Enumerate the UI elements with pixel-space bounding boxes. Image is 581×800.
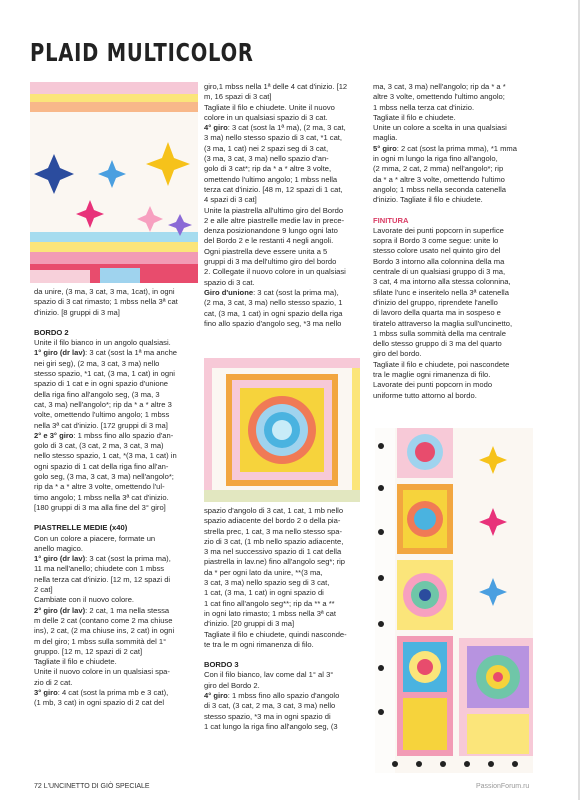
step-text: m delle 2 cat (contano come 2 ma chiuse	[34, 615, 173, 625]
text-column-3	[373, 82, 541, 401]
text-line	[373, 226, 541, 236]
step-text: 1 mbss sulla sommità della ma centrale	[373, 328, 506, 338]
step-text: Unite il nuovo colore in un qualsiasi spa-	[34, 667, 170, 677]
step-text: [180 gruppi di 3 ma alla fine del 3° giro]	[34, 502, 166, 512]
text-line	[373, 277, 541, 287]
step-text: : 1 mbss fino allo spazio d'angolo	[227, 691, 340, 701]
step-text: stesso spazio, *3 ma in ogni spazio di	[204, 711, 331, 721]
text-line	[373, 123, 541, 133]
text-line	[373, 185, 541, 195]
step-label: 1° giro (dr lav)	[34, 348, 86, 358]
step-text: terza cat d'inizio. [48 m, 12 spazi di 1 cat,	[204, 184, 343, 194]
step-text: di lavoro della quarta ma in sospeso e	[373, 308, 501, 318]
step-text: golo di 3 cat, (3 cat, 2 ma, 3 cat, 3 ma)	[34, 441, 164, 451]
step-text: (3 ma, 1 cat) nei 2 spazi seg di 3 cat,	[204, 143, 329, 153]
text-line	[373, 391, 541, 401]
step-text: timo angolo; 1 mbss nella 3ª cat d'inizio.	[34, 492, 169, 502]
page-title: PLAID MULTICOLOR	[30, 38, 254, 67]
text-line	[34, 534, 202, 544]
step-label: 4° giro	[204, 123, 228, 133]
step-text: angolo; 1 mbss nella seconda catenella	[373, 184, 506, 194]
text-line	[34, 626, 202, 636]
text-line	[373, 195, 541, 205]
step-text: stesso spazio, *1 cat, (3 ma, 1 cat) in ogni	[34, 369, 175, 379]
step-text: d'inizio. [20 gruppi di 3 ma]	[204, 619, 295, 629]
step-text: Ogni piastrella deve essere unita a 5	[204, 246, 328, 256]
blanket-photo-edge	[375, 428, 533, 773]
text-line	[34, 606, 202, 616]
step-text: zio di 2 cat.	[34, 677, 73, 687]
text-line	[34, 410, 202, 420]
text-line	[373, 144, 541, 154]
text-line	[34, 421, 202, 431]
step-text: in ogni m lungo la riga fino all'angolo,	[373, 154, 498, 164]
text-line	[34, 482, 202, 492]
text-line	[204, 630, 372, 640]
text-line	[204, 164, 372, 174]
text-line	[204, 319, 372, 329]
step-text: FINITURA	[373, 215, 409, 225]
step-text: Bordo 3 intorno alla colonnina della ma	[373, 256, 505, 266]
text-line	[204, 92, 372, 102]
text-line	[373, 175, 541, 185]
text-line	[204, 103, 372, 113]
step-text: tra le maglie ogni rimanenza di filo.	[373, 370, 491, 380]
step-text: dello stesso gruppo di 3 ma del quarto	[373, 339, 502, 349]
text-line	[204, 82, 372, 92]
text-line	[373, 154, 541, 164]
step-text: sopra il Bordo 3 come segue: unite lo	[373, 236, 499, 246]
step-text: nella terza cat d'inizio. [12 m, 12 spazi di	[34, 574, 171, 584]
spacer	[34, 513, 202, 523]
step-text: rip da * a * altre 3 volte, omettendo l'ul-	[34, 482, 165, 492]
step-text: strella prec, 1 cat, 3 ma nello stesso spa-	[204, 526, 343, 536]
page-edge	[578, 0, 580, 800]
step-text: nella 3ª cat d'inizio. [172 gruppi di 3 ma]	[34, 420, 168, 430]
step-text: Tagliate il filo e chiudete, poi nascondete	[373, 359, 510, 369]
text-line	[34, 297, 202, 307]
text-line	[373, 257, 541, 267]
step-text: 3 ma nel successivo spazio di 1 cat della	[204, 547, 342, 557]
step-text: anello magico.	[34, 543, 83, 553]
step-text: uniforme tutto attorno al bordo.	[373, 390, 477, 400]
step-text: spazio di 3 cat rimasto; 1 mbss nella 3ª cat	[34, 297, 178, 307]
step-text: d'inizio. Tagliate il filo e chiudete.	[373, 195, 483, 205]
blanket-photo-top	[30, 82, 198, 283]
step-text: spazio di 1 cat e in ogni spazio d'unione	[34, 379, 169, 389]
step-text: 2. Collegate il nuovo colore in un qualsiasi	[204, 267, 346, 277]
text-line	[204, 195, 372, 205]
step-text: (1 mb, 3 cat) in ogni spazio di 2 cat del	[34, 698, 165, 708]
text-line	[373, 267, 541, 277]
text-line	[34, 451, 202, 461]
step-label: 4° giro	[204, 691, 228, 701]
text-line	[373, 319, 541, 329]
step-text: 3 ma) nello stesso spazio di 3 cat, *1 cat,	[204, 133, 343, 143]
text-line	[204, 609, 372, 619]
text-line	[204, 113, 372, 123]
step-label: Giro d'unione	[204, 287, 254, 297]
step-text: di 3 cat, (3 cat, 2 ma, 3 cat, 3 ma) nello	[204, 701, 336, 711]
text-line	[34, 595, 202, 605]
text-line	[34, 523, 202, 533]
granny-square-photo	[204, 358, 360, 502]
text-line	[204, 309, 372, 319]
text-line	[34, 400, 202, 410]
step-text: 1 mbss nella terza cat d'inizio.	[373, 102, 475, 112]
text-line	[204, 236, 372, 246]
step-text: giro,1 mbss nella 1ª delle 4 cat d'inizio. [12	[204, 82, 348, 91]
text-line	[204, 588, 372, 598]
step-text: (2 ma, 3 cat, 3 ma) nello stesso spazio, 1	[204, 298, 343, 308]
text-line	[34, 493, 202, 503]
step-text: : 3 cat (sost la 1ª ma anche	[85, 348, 178, 358]
step-text: gruppi di 3 ma dell'ultimo giro del bordo	[204, 257, 337, 267]
step-label: 5° giro	[373, 143, 397, 153]
spacer	[204, 650, 372, 660]
step-text: ogni spazio di 1 cat della riga fino all'an-	[34, 461, 169, 471]
text-line	[204, 568, 372, 578]
text-line	[204, 206, 372, 216]
step-text: : 1 mbss fino allo spazio d'an-	[73, 430, 174, 440]
step-text: : 2 cat, 1 ma nella stessa	[85, 605, 170, 615]
text-line	[204, 681, 372, 691]
text-column-1	[34, 287, 202, 709]
step-text: PIASTRELLE MEDIE (x40)	[34, 523, 128, 533]
step-text: fino allo spazio d'angolo seg, *3 ma nello	[204, 318, 342, 328]
step-text: piastrella in lav.ne) fino all'angolo seg*; rip	[204, 557, 346, 567]
text-line	[34, 554, 202, 564]
step-text: del Bordo 2 e le restanti 4 negli angoli.	[204, 236, 334, 246]
step-label: 2° e 3° giro	[34, 430, 74, 440]
text-line	[204, 516, 372, 526]
text-line	[204, 267, 372, 277]
step-text: 3 cat, 4 ma intorno alla stessa colonnina,	[373, 277, 511, 287]
text-line	[204, 288, 372, 298]
step-text: Con un colore a piacere, formate un	[34, 533, 156, 543]
text-line	[204, 640, 372, 650]
step-text: giro del bordo.	[373, 349, 422, 359]
step-text: denza posizionandone 9 lungo ogni lato	[204, 226, 338, 236]
text-line	[373, 288, 541, 298]
step-text: ma, 3 cat, 3 ma) nell'angolo; rip da * a *	[373, 82, 506, 91]
step-text: (2 mma, 2 cat, 2 mma) nell'angolo*; rip	[373, 164, 504, 174]
text-line	[34, 287, 202, 297]
text-line	[34, 616, 202, 626]
step-text: : 3 cat (sost la prima ma),	[253, 287, 339, 297]
step-text: Unite la piastrella all'ultimo giro del Bordo	[204, 205, 344, 215]
step-text: 4 spazi di 3 cat]	[204, 195, 257, 205]
step-text: giro del Bordo 2.	[204, 680, 260, 690]
step-text: golo di 3 cat*; rip da * a * altre 3 volte,	[204, 164, 332, 174]
step-text: 1 cat, (3 ma, 1 cat) in ogni spazio di	[204, 588, 324, 598]
text-line	[204, 123, 372, 133]
text-line	[204, 660, 372, 670]
text-line	[204, 691, 372, 701]
text-line	[204, 619, 372, 629]
step-text: : 3 cat (sost la prima ma),	[85, 554, 171, 564]
text-line	[373, 298, 541, 308]
text-line	[373, 370, 541, 380]
text-line	[373, 360, 541, 370]
step-label: 1° giro (dr lav)	[34, 554, 86, 564]
step-text: : 4 cat (sost la prima mb e 3 cat),	[57, 687, 169, 697]
text-line	[204, 506, 372, 516]
text-line	[34, 328, 202, 338]
step-label: 3° giro	[34, 687, 58, 697]
step-text: ins), 2 cat, (2 ma chiuse ins, 2 cat) in ogni	[34, 626, 175, 636]
step-text: cat, (3 ma, 1 cat) in ogni spazio della riga	[204, 308, 343, 318]
step-text: Cambiate con il nuovo colore.	[34, 595, 135, 605]
step-text: Tagliate il filo e chiudete.	[34, 657, 117, 667]
step-text: : 2 cat (sost la prima mma), *1 mma	[396, 143, 517, 153]
text-line	[34, 688, 202, 698]
text-line	[204, 175, 372, 185]
text-line	[204, 226, 372, 236]
text-line	[204, 257, 372, 267]
text-line	[34, 359, 202, 369]
step-text: d'inizio del gruppo, riprendete l'anello	[373, 297, 498, 307]
text-line	[204, 278, 372, 288]
step-text: m, 16 spazi di 3 cat]	[204, 92, 272, 102]
text-line	[373, 216, 541, 226]
text-line	[34, 647, 202, 657]
step-text: spazio adiacente del bordo 2 o della pia-	[204, 516, 341, 526]
text-line	[34, 678, 202, 688]
spacer	[34, 318, 202, 328]
text-line	[34, 462, 202, 472]
step-text: da * a * altre 3 volte, omettendo l'ultimo	[373, 174, 505, 184]
text-line	[34, 585, 202, 595]
step-text: (3 ma, 3 cat, 3 ma) nello spazio d'an-	[204, 154, 329, 164]
text-line	[34, 667, 202, 677]
step-text: sfilate l'unc e inseritelo nella 3ª catenella	[373, 287, 509, 297]
text-line	[373, 133, 541, 143]
step-text: tiratelo attraverso la maglia sull'uncinetto,	[373, 318, 513, 328]
step-text: in ogni lato rimasto; 1 mbss nella 3ª cat	[204, 608, 336, 618]
step-text: altre 3 volte, omettendo l'ultimo angolo;	[373, 92, 505, 102]
step-text: Tagliate il filo e chiudete.	[373, 112, 456, 122]
step-text: BORDO 2	[34, 327, 69, 337]
text-line	[373, 308, 541, 318]
step-text: omettendo l'ultimo angolo; 1 mbss nella	[204, 174, 338, 184]
text-line	[34, 441, 202, 451]
text-line	[204, 133, 372, 143]
step-text: Con il filo bianco, lav come dal 1° al 3°	[204, 670, 334, 680]
step-text: nello stesso spazio, 1 cat, *(3 ma, 1 cat) in	[34, 451, 177, 461]
text-line	[204, 547, 372, 557]
step-text: 3 cat, 3 ma) nello spazio seg di 3 cat,	[204, 578, 330, 588]
text-column-2-bottom	[204, 506, 372, 732]
step-text: spazio di 3 cat.	[204, 277, 255, 287]
text-line	[204, 527, 372, 537]
text-line	[373, 236, 541, 246]
step-text: 1 cat lungo la riga fino all'angolo seg, (3	[204, 721, 338, 731]
step-text: 11 ma nell'anello; chiudete con 1 mbss	[34, 564, 165, 574]
text-line	[373, 246, 541, 256]
text-line	[204, 247, 372, 257]
step-text: BORDO 3	[204, 660, 239, 670]
step-text: 1 cat fino all'angolo seg**; rip da ** a **	[204, 598, 335, 608]
step-text: Tagliate il filo e chiudete, quindi nasconde-	[204, 629, 347, 639]
text-line	[204, 154, 372, 164]
text-line	[204, 185, 372, 195]
text-line	[204, 144, 372, 154]
step-text: colore in un qualsiasi spazio di 3 cat.	[204, 112, 328, 122]
text-line	[373, 329, 541, 339]
text-line	[373, 113, 541, 123]
text-line	[204, 557, 372, 567]
text-line	[34, 503, 202, 513]
step-text: centrale di un qualsiasi gruppo di 3 ma,	[373, 267, 506, 277]
text-line	[373, 339, 541, 349]
text-line	[373, 103, 541, 113]
step-text: nei giri seg), (2 ma, 3 cat, 3 ma) nello	[34, 358, 160, 368]
step-text: spazio d'angolo di 3 cat, 1 cat, 1 mb nello	[204, 506, 344, 515]
step-text: da unire, (3 ma, 3 cat, 3 ma, 1cat), in ogni	[34, 287, 175, 296]
step-text: stesso colore usato nel quinto giro del	[373, 246, 501, 256]
step-text: Tagliate il filo e chiudete. Unite il nuovo	[204, 102, 335, 112]
text-line	[204, 599, 372, 609]
step-text: maglia.	[373, 133, 398, 143]
step-text: : 3 cat (sost la 1ª ma), (2 ma, 3 cat,	[227, 123, 346, 133]
step-text: da * per ogni lato da unire, **(3 ma,	[204, 567, 323, 577]
text-line	[204, 298, 372, 308]
step-text: gruppo. [12 m, 12 spazi di 2 cat]	[34, 646, 143, 656]
text-line	[34, 379, 202, 389]
text-line	[204, 216, 372, 226]
text-line	[204, 578, 372, 588]
text-line	[34, 338, 202, 348]
text-column-2-top	[204, 82, 372, 329]
step-text: volte, omettendo l'ultimo angolo; 1 mbss	[34, 410, 170, 420]
text-line	[34, 575, 202, 585]
step-text: della riga fino all'angolo seg, (3 ma, 3	[34, 389, 160, 399]
text-line	[34, 472, 202, 482]
text-line	[204, 712, 372, 722]
text-line	[34, 390, 202, 400]
spacer	[373, 206, 541, 216]
text-line	[373, 82, 541, 92]
text-line	[34, 348, 202, 358]
page-footer: 72 L'UNCINETTO DI GIÒ SPECIALE	[34, 783, 150, 790]
step-text: m del giro; 1 mbss sulla sommità del 1°	[34, 636, 167, 646]
step-text: te tra le m ogni rimanenza di filo.	[204, 639, 314, 649]
text-line	[34, 698, 202, 708]
text-line	[34, 308, 202, 318]
text-line	[34, 369, 202, 379]
step-text: Lavorate dei punti popcorn in modo	[373, 380, 493, 390]
text-line	[34, 657, 202, 667]
text-line	[204, 537, 372, 547]
step-text: 2 e alle altre piastrelle medie lav in prece-	[204, 215, 345, 225]
text-line	[34, 637, 202, 647]
text-line	[373, 92, 541, 102]
text-line	[204, 670, 372, 680]
text-line	[373, 380, 541, 390]
step-label: 2° giro (dr lav)	[34, 605, 86, 615]
step-text: Unite un colore a scelta in una qualsiasi	[373, 123, 507, 133]
step-text: 2 cat]	[34, 585, 53, 595]
text-line	[34, 544, 202, 554]
text-line	[204, 722, 372, 732]
text-line	[34, 564, 202, 574]
site-watermark: PassionForum.ru	[476, 783, 530, 790]
text-line	[373, 349, 541, 359]
text-line	[34, 431, 202, 441]
text-line	[204, 701, 372, 711]
step-text: golo seg, (3 ma, 3 cat, 3 ma) nell'angolo*;	[34, 472, 174, 482]
step-text: Unite il filo bianco in un angolo qualsiasi.	[34, 338, 171, 348]
step-text: Lavorate dei punti popcorn in superfice	[373, 225, 504, 235]
step-text: cat, 3 ma) nell'angolo*; rip da * a * altre 3	[34, 399, 172, 409]
text-line	[373, 164, 541, 174]
step-text: d'inizio. [8 gruppi di 3 ma]	[34, 307, 120, 317]
step-text: zio di 3 cat, (1 mb nello spazio adiacente,	[204, 536, 344, 546]
